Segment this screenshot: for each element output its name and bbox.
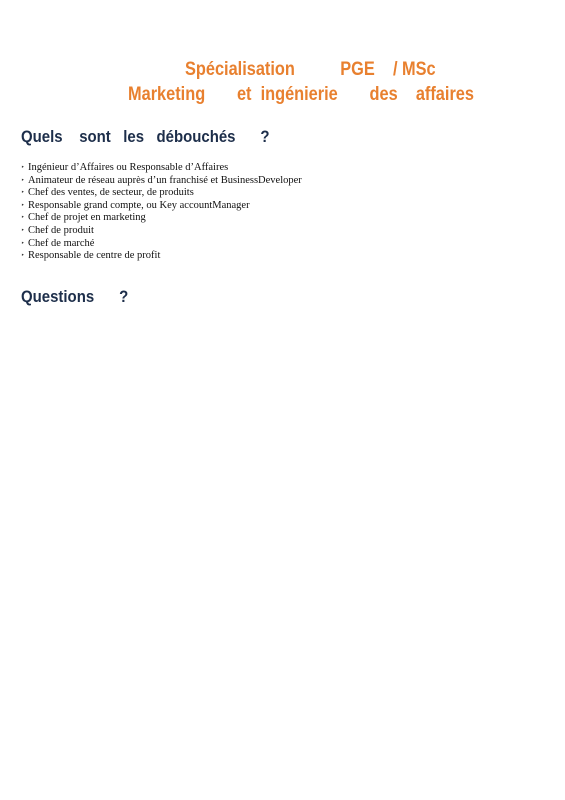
bullet-icon: ‣ bbox=[21, 215, 25, 222]
list-item-text: Animateur de réseau auprès d’un franchisé et BusinessDeveloper bbox=[28, 174, 302, 186]
title-line-specialisation: Spécialisation PGE / MSc bbox=[185, 59, 436, 80]
list-item bbox=[21, 200, 302, 213]
bullet-icon: ‣ bbox=[21, 253, 25, 260]
list-item-text: Chef de marché bbox=[28, 237, 95, 249]
list-item bbox=[21, 175, 302, 188]
career-outcomes-list bbox=[21, 162, 302, 263]
list-item-text: Chef des ventes, de secteur, de produits bbox=[28, 187, 194, 199]
section-heading-questions: Questions ? bbox=[21, 287, 129, 306]
title-line-marketing: Marketing et ingénierie des affaires bbox=[128, 84, 474, 105]
bullet-icon: ‣ bbox=[21, 202, 25, 209]
list-item bbox=[21, 187, 302, 200]
list-item bbox=[21, 162, 302, 175]
list-item-text: Responsable grand compte, ou Key accountManager bbox=[28, 199, 250, 211]
list-item bbox=[21, 212, 302, 225]
section-heading-debouches: Quels sont les débouchés ? bbox=[21, 127, 270, 146]
list-item-text: Chef de projet en marketing bbox=[28, 212, 146, 224]
list-item-text: Ingénieur d’Affaires ou Responsable d’Affaires bbox=[28, 162, 229, 173]
bullet-icon: ‣ bbox=[21, 177, 25, 184]
list-item-text: Chef de produit bbox=[28, 224, 94, 236]
bullet-icon: ‣ bbox=[21, 190, 25, 197]
list-item bbox=[21, 225, 302, 238]
list-item bbox=[21, 250, 302, 263]
bullet-icon: ‣ bbox=[21, 240, 25, 247]
list-item-text: Responsable de centre de profit bbox=[28, 250, 161, 262]
bullet-icon: ‣ bbox=[21, 165, 25, 171]
list-item bbox=[21, 238, 302, 251]
bullet-icon: ‣ bbox=[21, 227, 25, 234]
